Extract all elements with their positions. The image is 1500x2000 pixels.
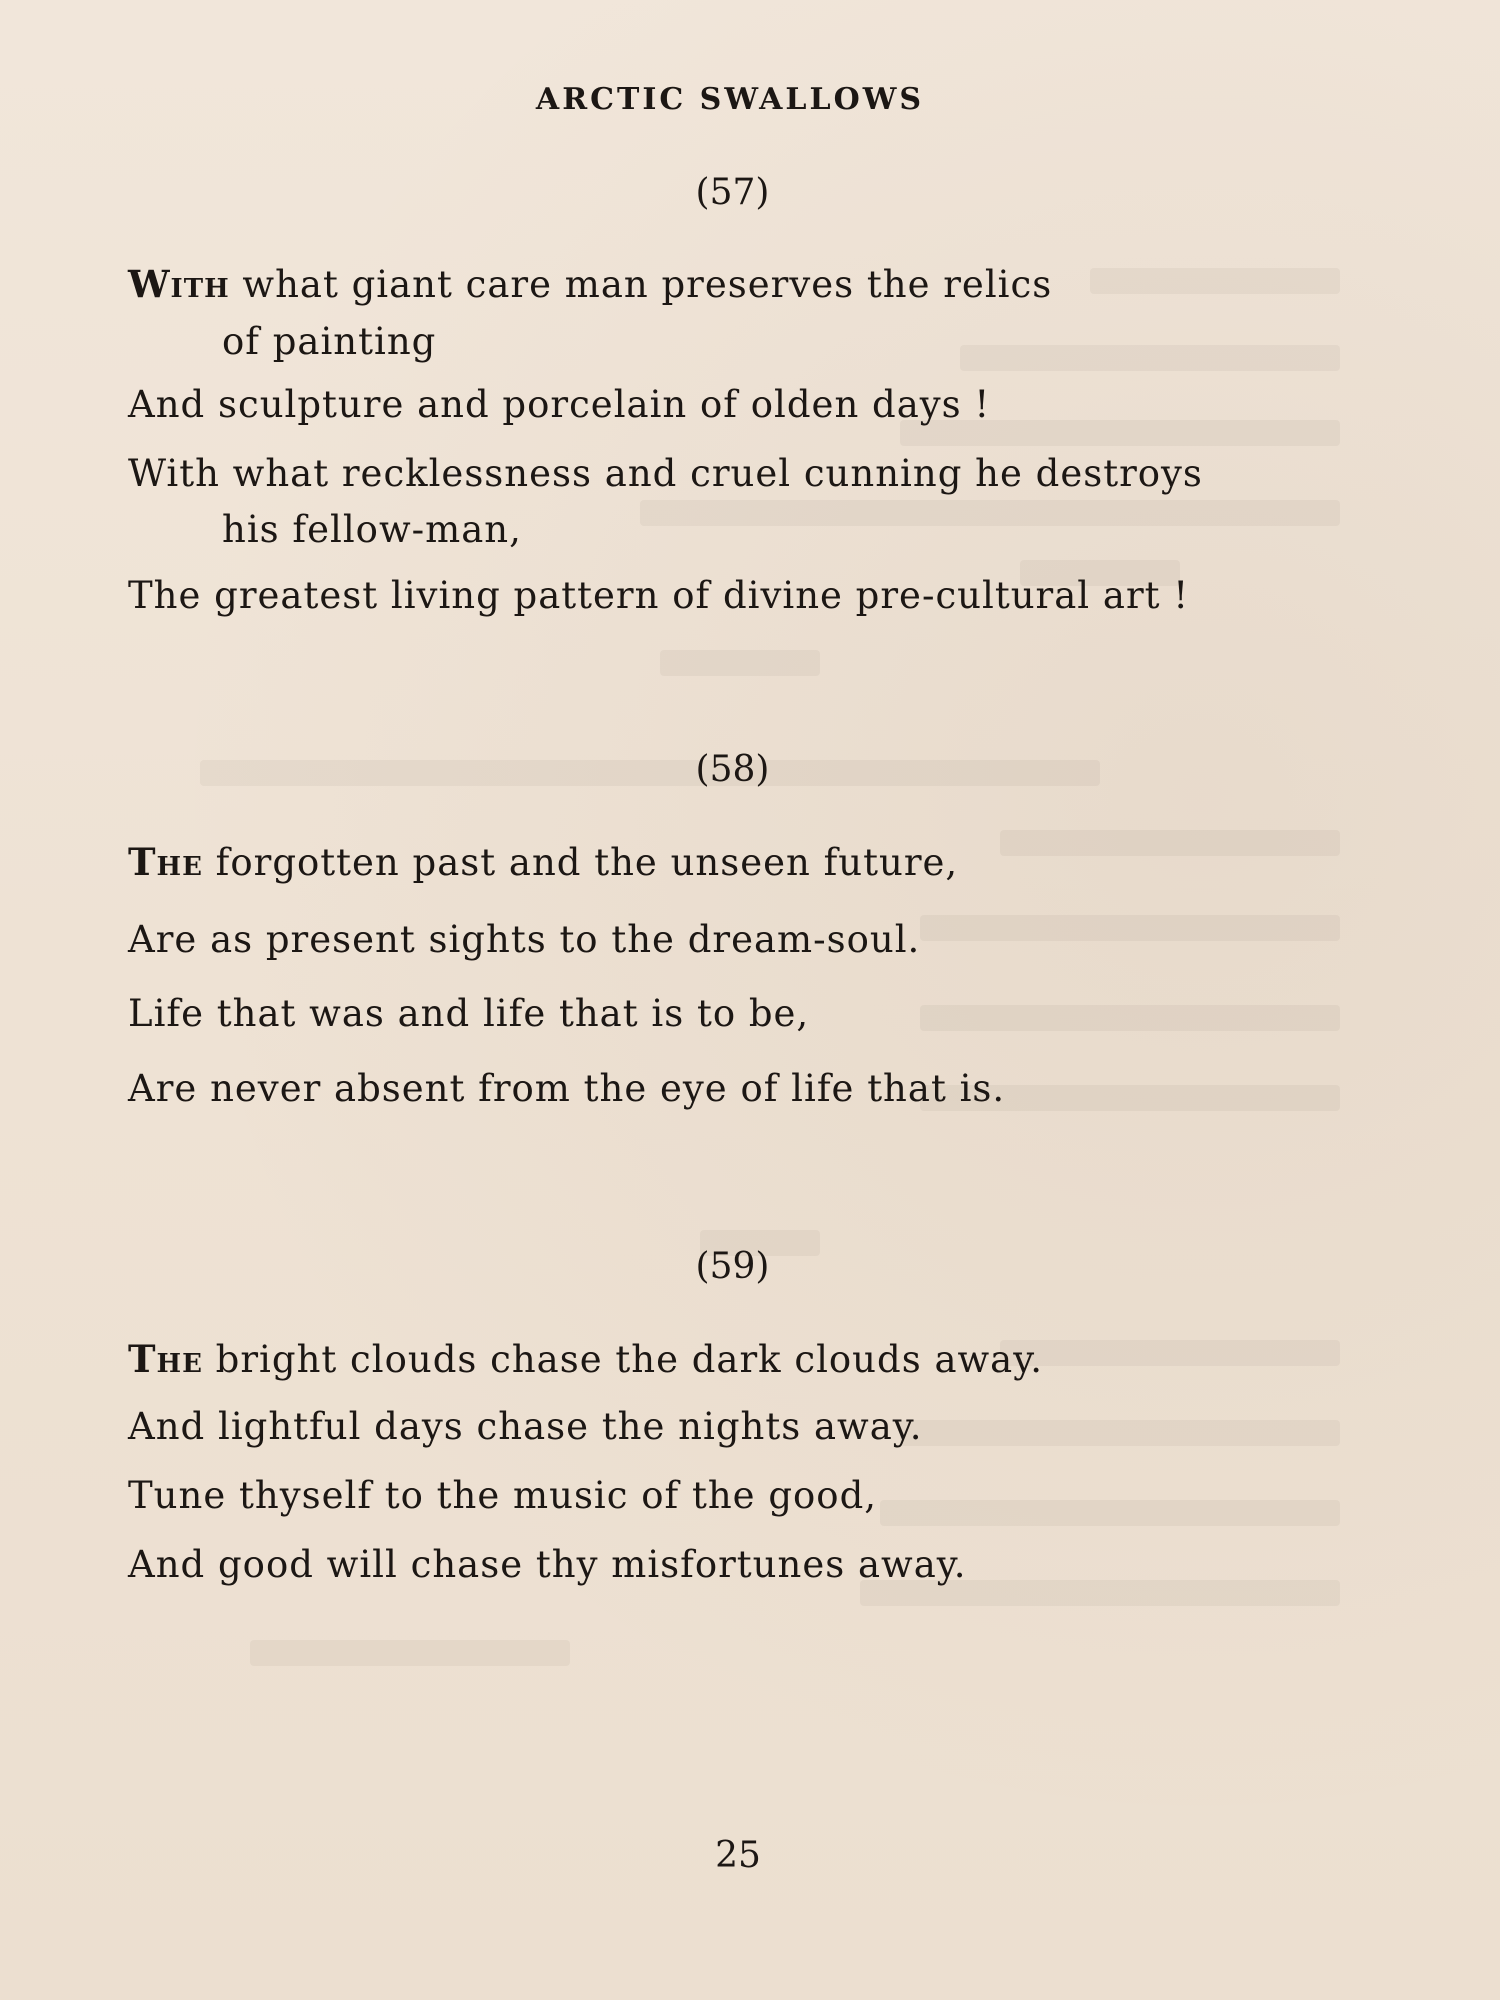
line-text: bright clouds chase the dark clouds away.: [202, 1338, 1043, 1381]
poem-number: (59): [695, 1246, 770, 1287]
running-head: ARCTIC SWALLOWS: [535, 82, 925, 117]
poem-line: Life that was and life that is to be,: [128, 992, 810, 1035]
small-caps-lead: With: [128, 262, 230, 306]
poem-line: Are never absent from the eye of life that is.: [128, 1067, 1006, 1110]
line-text: forgotten past and the unseen future,: [202, 841, 959, 884]
small-caps-lead: The: [128, 1337, 203, 1381]
poem-line: And lightful days chase the nights away.: [128, 1405, 923, 1448]
poem-line: With what recklessness and cruel cunning he destroys: [128, 452, 1203, 495]
poem-line: [128, 1337, 1043, 1381]
page-number: 25: [715, 1835, 761, 1876]
poem-line: of painting: [222, 320, 437, 363]
line-text: what giant care man preserves the relics: [229, 263, 1053, 306]
poem-line: his fellow-man,: [222, 508, 522, 551]
poem-number: (58): [695, 749, 770, 790]
poem-line: And sculpture and porcelain of olden days !: [128, 383, 991, 426]
poem-line: [128, 840, 958, 884]
poem-line: [128, 262, 1052, 306]
poem-line: Are as present sights to the dream-soul.: [128, 918, 921, 961]
poem-line: The greatest living pattern of divine pre-cultural art !: [128, 574, 1190, 617]
poem-line: And good will chase thy misfortunes away.: [128, 1543, 967, 1586]
small-caps-lead: The: [128, 840, 203, 884]
poem-line: Tune thyself to the music of the good,: [128, 1474, 878, 1517]
poem-number: (57): [695, 172, 770, 213]
